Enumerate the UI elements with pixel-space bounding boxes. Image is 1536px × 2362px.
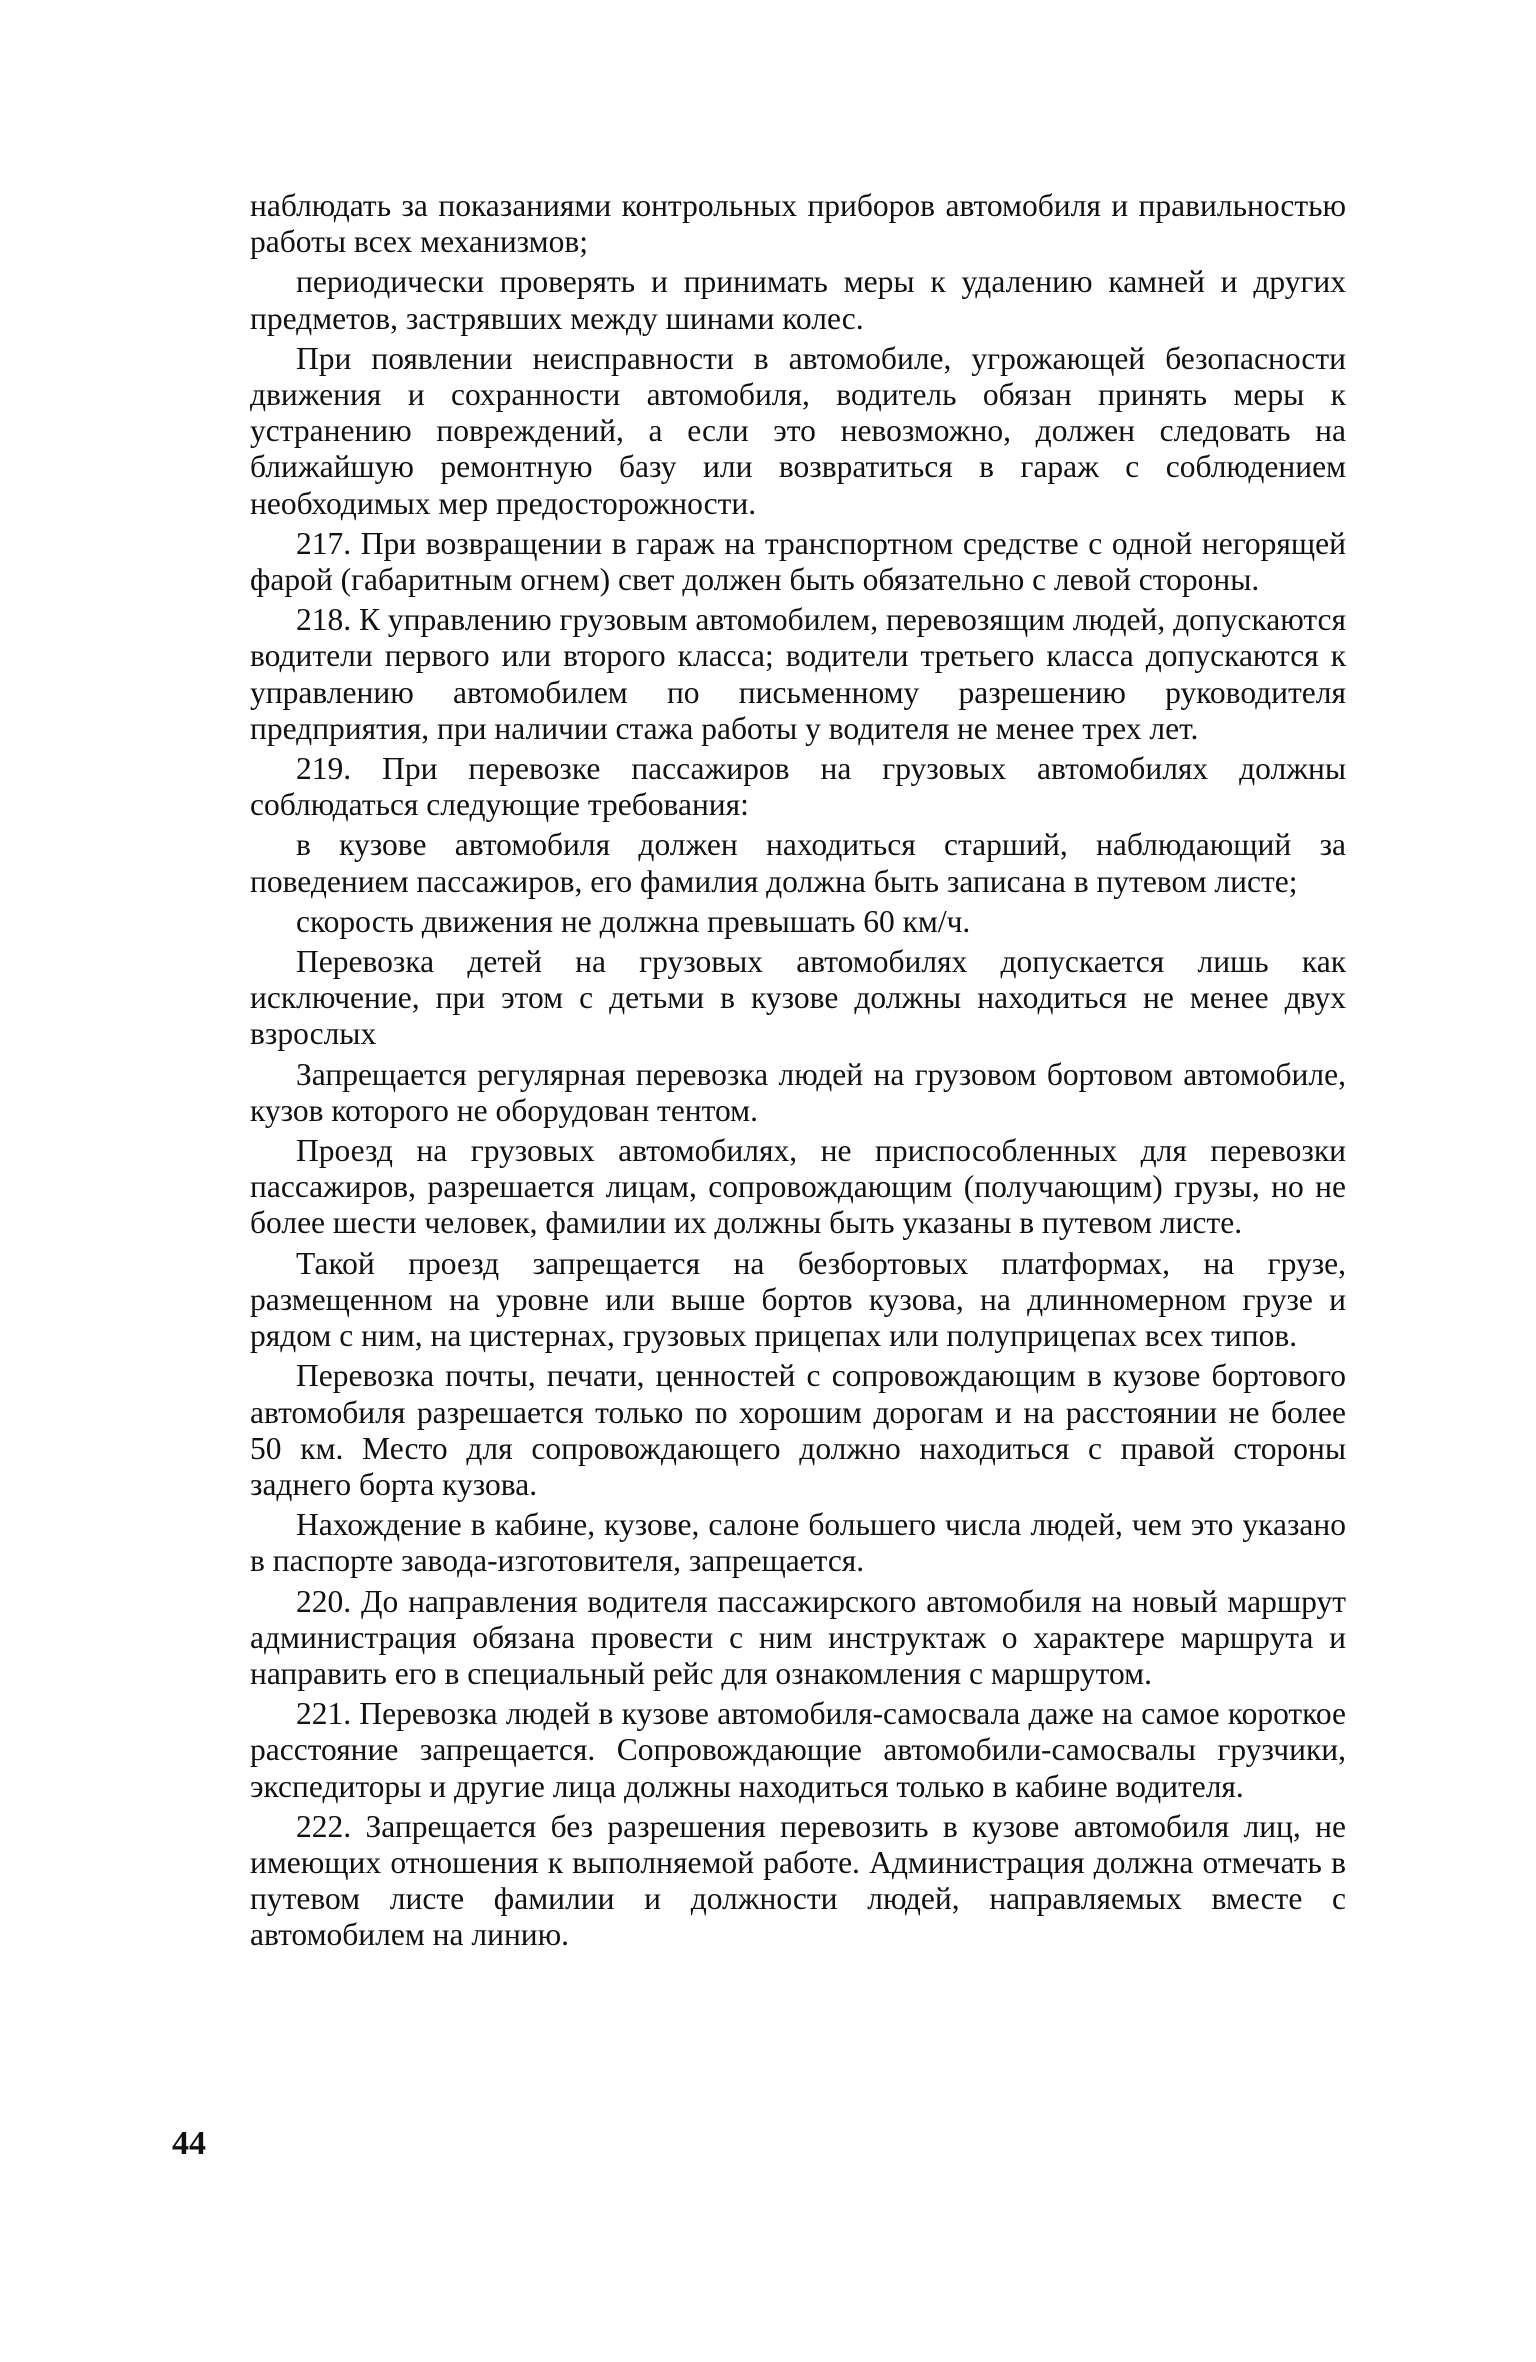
paragraph: Перевозка детей на грузовых автомобилях допускается лишь как исключение, при этом с детьми в кузове должны находиться не менее двух взрослых <box>250 944 1346 1052</box>
paragraph-221: 221. Перевозка людей в кузове автомобиля-самосвала даже на самое короткое расстояние запрещается. Сопровождающие автомобили-самосвалы грузчики, экспедиторы и другие лица должны находиться только в кабине водителя. <box>250 1696 1346 1804</box>
paragraph-217: 217. При возвращении в гараж на транспортном средстве с одной негорящей фарой (габаритным огнем) свет должен быть обязательно с левой стороны. <box>250 525 1346 598</box>
paragraph: в кузове автомобиля должен находиться старший, наблюдающий за поведением пассажиров, его фамилия должна быть записана в путевом листе; <box>250 827 1346 899</box>
paragraph: Такой проезд запрещается на безбортовых платформах, на грузе, размещенном на уровне или выше бортов кузова, на длинномерном грузе и рядом с ним, на цистернах, грузовых прицепах или полуприцепах всех типов. <box>250 1245 1346 1354</box>
paragraph: Проезд на грузовых автомобилях, не приспособленных для перевозки пассажиров, разрешается лицам, сопровождающим (получающим) грузы, но не более шести человек, фамилии их должны быть указаны в путевом листе. <box>250 1133 1346 1241</box>
paragraph: При появлении неисправности в автомобиле, угрожающей безопасности движения и сохранности автомобиля, водитель обязан принять меры к устранению повреждений, а если это невозможно, должен следовать на ближайшую ремонтную базу или возвратиться в гараж с соблюдением необходимых мер предосторожности. <box>250 340 1346 521</box>
paragraph-222: 222. Запрещается без разрешения перевозить в кузове автомобиля лиц, не имеющих отношения к выполняемой работе. Администрация должна отмечать в путевом листе фамилии и должности людей, направляемых вместе с автомобилем на линию. <box>250 1808 1346 1953</box>
paragraph: периодически проверять и принимать меры к удалению камней и других предметов, застрявших между шинами колес. <box>250 264 1346 336</box>
paragraph: Запрещается регулярная перевозка людей на грузовом бортовом автомобиле, кузов которого не оборудован тентом. <box>250 1056 1346 1128</box>
paragraph: Перевозка почты, печати, ценностей с сопровождающим в кузове бортового автомобиля разрешается только по хорошим дорогам и на расстоянии не более 50 км. Место для сопровождающего должно находиться с правой стороны заднего борта кузова. <box>250 1358 1346 1502</box>
page-number: 44 <box>172 2125 206 2162</box>
paragraph-219: 219. При перевозке пассажиров на грузовых автомобилях должны соблюдаться следующие требования: <box>250 751 1346 823</box>
paragraph: Нахождение в кабине, кузове, салоне большего числа людей, чем это указано в паспорте завода-изготовителя, запрещается. <box>250 1507 1346 1579</box>
paragraph-220: 220. До направления водителя пассажирского автомобиля на новый маршрут администрация обязана провести с ним инструктаж о характере маршрута и направить его в специальный рейс для ознакомления с маршрутом. <box>250 1583 1346 1691</box>
paragraph: скорость движения не должна превышать 60 км/ч. <box>296 903 971 939</box>
paragraph: наблюдать за показаниями контрольных приборов автомобиля и правильностью работы всех механизмов; <box>250 188 1346 260</box>
paragraph-218: 218. К управлению грузовым автомобилем, перевозящим людей, допускаются водители первого или второго класса; водители третьего класса допускаются к управлению автомобилем по письменному разрешению руководителя предприятия, при наличии стажа работы у водителя не менее трех лет. <box>250 602 1346 746</box>
page-body-text <box>250 188 1346 1958</box>
